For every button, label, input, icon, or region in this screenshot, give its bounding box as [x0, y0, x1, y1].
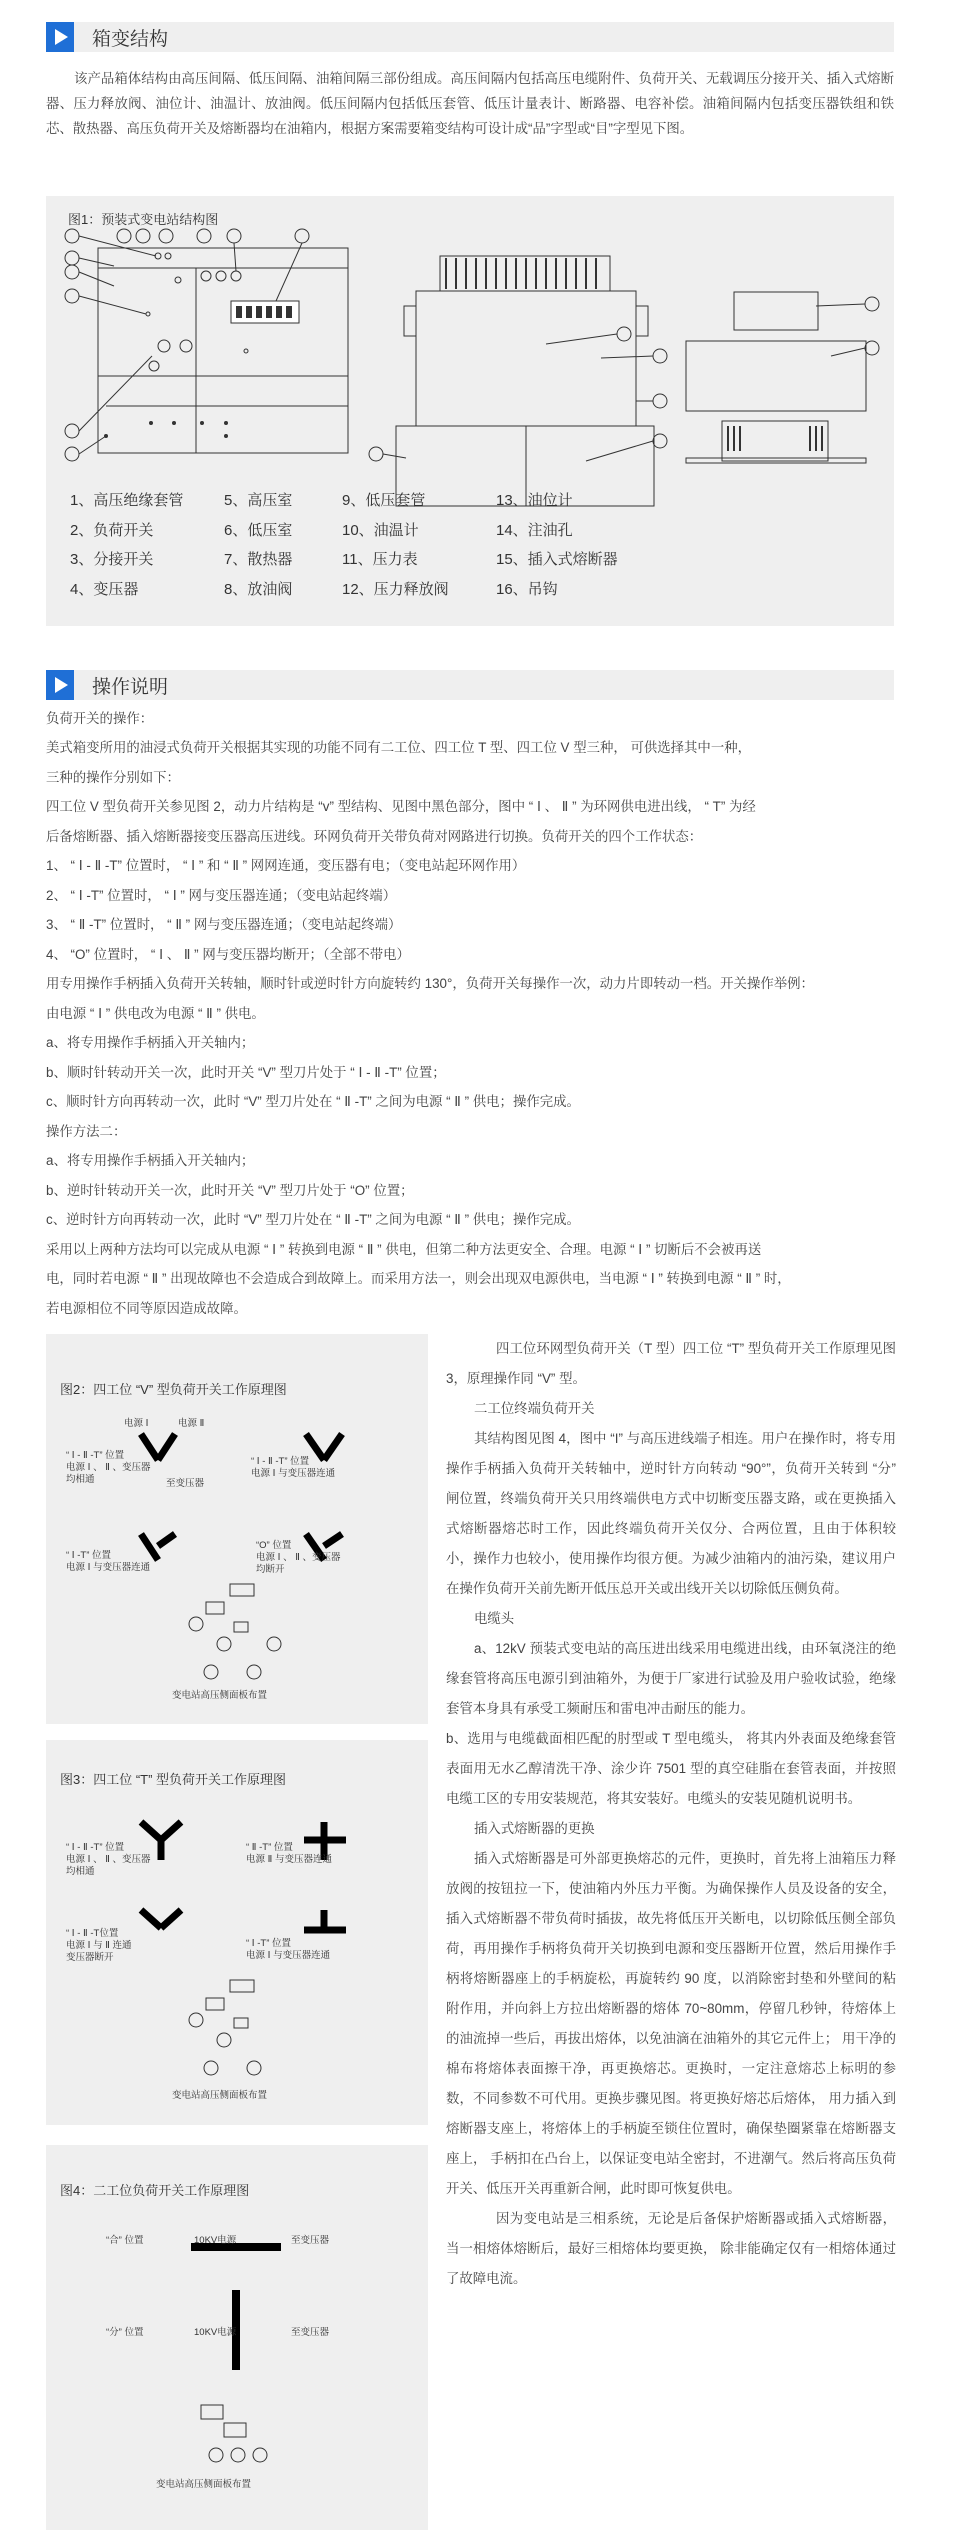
fig4-label: “合” 位置	[106, 2235, 144, 2246]
figure-1-legend	[70, 486, 670, 604]
text-line: 1、 “ Ⅰ - Ⅱ -T” 位置时， “ Ⅰ ” 和 “ Ⅱ ” 网网连通，变压器有电；（变电站起环网作用）	[46, 858, 526, 873]
figure-2-title: 图2：四工位 “V” 型负荷开关工作原理图	[60, 1382, 287, 1397]
fig2-label: 均断开	[256, 1564, 285, 1575]
fig2-label: 电源 Ⅰ 、 Ⅱ 、变压器	[66, 1462, 151, 1473]
legend-item: 7、散热器	[224, 551, 293, 568]
fig4-label: 至变压器	[291, 2327, 330, 2338]
legend-item: 10、油温计	[342, 521, 419, 539]
fig3-label: 均相通	[66, 1866, 95, 1877]
text-line: 4、 “O” 位置时， “ Ⅰ 、 Ⅱ ” 网与变压器均断开；（全部不带电）	[46, 947, 410, 962]
rc-para: b、选用与电缆截面相匹配的肘型或 T 型电缆头， 将其内外表面及绝缘套管表面用无水乙醇清洗干净、涂少许 7501 型的真空硅脂在套管表面，并按照电缆工区的专用安装规范，将其安装好。电缆头的安装见随机说明书。	[446, 1731, 896, 1806]
fig2-label: 电源 Ⅰ	[124, 1418, 149, 1429]
fig3-label: 电源 Ⅰ 与 Ⅱ 连通	[66, 1940, 132, 1951]
figure-1-title: 图1：预装式变电站结构图	[68, 212, 219, 227]
fig2-label: “O” 位置	[256, 1540, 292, 1551]
fig2-label: 电源 Ⅰ 与变压器连通	[251, 1468, 336, 1479]
fig4-label: 10KV电源	[194, 2235, 237, 2246]
fig2-label: “ Ⅰ -T” 位置	[66, 1550, 112, 1561]
legend-item: 2、负荷开关	[70, 521, 154, 539]
figure-3-title: 图3：四工位 “T” 型负荷开关工作原理图	[60, 1772, 287, 1787]
legend-item: 9、低压套管	[342, 492, 426, 509]
fig2-label: “ Ⅰ - Ⅱ -T” 位置	[66, 1450, 125, 1461]
right-column	[446, 1334, 896, 2294]
legend-item: 4、变压器	[70, 580, 139, 598]
legend-item: 13、油位计	[496, 492, 573, 509]
rc-heading: 电缆头	[474, 1611, 515, 1626]
structure-paragraph: 该产品箱体结构由高压间隔、低压间隔、油箱间隔三部份组成。高压间隔内包括高压电缆附件、负荷开关、无载调压分接开关、插入式熔断器、压力释放阀、油位计、油温计、放油阀。低压间隔内包括低压套管、低压计量表计、断路器、电容补偿。油箱间隔内包括变压器铁组和铁芯、散热器、高压负荷开关及熔断器均在油箱内，根据方案需要箱变结构可设计成“品”字型或“目”字型见下图。	[46, 71, 894, 136]
figure-3-drawing	[46, 1740, 428, 2125]
fig2-label: 电源 Ⅰ 与变压器连通	[66, 1562, 151, 1573]
fig4-label: 至变压器	[291, 2235, 330, 2246]
section-title: 操作说明	[92, 676, 169, 698]
fig3-label: 电源 Ⅰ 与变压器连通	[246, 1950, 331, 1961]
section-header-operation	[46, 670, 894, 700]
text-line: 美式箱变所用的油浸式负荷开关根据其实现的功能不同有二工位、四工位 T 型、四工位 V 型三种， 可供选择其中一种，	[46, 740, 751, 755]
play-icon	[46, 670, 74, 700]
figure-4	[46, 2145, 428, 2530]
rc-heading: 二工位终端负荷开关	[474, 1401, 595, 1416]
fig2-label: 均相通	[66, 1474, 95, 1485]
text-line: 若电源相位不同等原因造成故障。	[46, 1301, 247, 1316]
text-line: a、将专用操作手柄插入开关轴内；	[46, 1153, 255, 1168]
rc-para: 因为变电站是三相系统，无论是后备保护熔断器或插入式熔断器，当一相熔体熔断后，最好三相熔体均要更换， 除非能确定仅有一相熔体通过了故障电流。	[446, 2211, 896, 2286]
fig2-label: “ Ⅰ - Ⅱ -T” 位置	[251, 1456, 310, 1467]
rc-para: 四工位环网型负荷开关（T 型）四工位 “T” 型负荷开关工作原理见图 3，原理操作同 “V” 型。	[446, 1341, 896, 1386]
rc-para: 插入式熔断器是可外部更换熔芯的元件，更换时，首先将上油箱压力释放阀的按钮拉一下，使油箱内外压力平衡。为确保操作人员及设备的安全，插入式熔断器不带负荷时插拔，故先将低压开关断电，以切除低压侧全部负荷，再用操作手柄将负荷开关切换到电源和变压器断开位置，然后用操作手柄将熔断器座上的手柄旋松，再旋转约 90 度，以消除密封垫和外壁间的粘附作用，并向斜上方拉出熔断器的熔体 70~80mm，停留几秒钟，待熔体上的油流掉一些后，再拔出熔体，以免油滴在油箱外的其它元件上； 用干净的棉布将熔体表面擦干净，再更换熔芯。更换时，一定注意熔芯上标明的参数，不同参数不可代用。更换步骤见图。将更换好熔芯后熔体， 用力插入到熔断器支座上，将熔体上的手柄旋至锁住位置时，确保垫圈紧靠在熔断器支座上， 手柄扣在凸台上，以保证变电站全密封，不进潮气。然后将高压负荷开关、低压开关再重新合闸，此时即可恢复供电。	[446, 1851, 896, 2196]
fig2-panel-label: 变电站高压侧面板布置	[172, 1690, 268, 1701]
fig4-label: “分” 位置	[106, 2327, 144, 2338]
text-line: 2、 “ Ⅰ -T” 位置时， “ Ⅰ ” 网与变压器连通；（变电站起终端）	[46, 888, 397, 903]
legend-item: 3、分接开关	[70, 551, 154, 568]
fig3-label: “ Ⅱ -T” 位置	[246, 1842, 293, 1853]
text-line: 用专用操作手柄插入负荷开关转轴，顺时针或逆时针方向旋转约 130°，负荷开关每操作一次，动力片即转动一档。开关操作举例：	[46, 976, 814, 991]
fig3-label: “ Ⅰ - Ⅱ -T” 位置	[66, 1842, 125, 1853]
text-line: 采用以上两种方法均可以完成从电源 “ Ⅰ ” 转换到电源 “ Ⅱ ” 供电，但第二种方法更安全、合理。电源 “ Ⅰ ” 切断后不会被再送	[46, 1242, 762, 1257]
fig2-label: 至变压器	[166, 1478, 205, 1489]
legend-item: 11、压力表	[342, 551, 418, 568]
figure-2-drawing	[46, 1334, 428, 1724]
text-line: 四工位 V 型负荷开关参见图 2，动力片结构是 “v” 型结构、见图中黑色部分，图中 “ Ⅰ 、 Ⅱ ” 为环网供电进出线， “ T” 为经	[46, 799, 756, 814]
text-line: b、顺时针转动开关一次，此时开关 “V” 型刀片处于 “ Ⅰ - Ⅱ -T” 位置；	[46, 1065, 446, 1080]
text-line: 操作方法二：	[46, 1124, 127, 1139]
text-line: c、逆时针方向再转动一次，此时 “V” 型刀片处在 “ Ⅱ -T” 之间为电源 “ Ⅱ ” 供电；操作完成。	[46, 1212, 580, 1227]
text-line: 由电源 “ Ⅰ ” 供电改为电源 “ Ⅱ ” 供电。	[46, 1006, 265, 1021]
rc-para: a、12kV 预装式变电站的高压进出线采用电缆进出线，由环氧浇注的绝缘套管将高压电源引到油箱外，为便于厂家进行试验及用户验收试验，绝缘套管本身具有承受工频耐压和雷电冲击耐压的能力。	[446, 1641, 896, 1716]
figure-4-title: 图4：二工位负荷开关工作原理图	[60, 2183, 250, 2198]
legend-item: 8、放油阀	[224, 580, 293, 598]
figure-4-drawing	[46, 2145, 428, 2530]
figure-3	[46, 1740, 428, 2125]
rc-para: 其结构图见图 4，图中 “I” 与高压进线端子相连。用户在操作时，将专用操作手柄插入负荷开关转轴中，逆时针方向转动 “90°”，负荷开关转到 “分” 闸位置，终端负荷开关只用终端供电方式中切断变压器支路，或在更换插入式熔断器熔芯时工作，因此终端负荷开关仅分、合两位置，且由于体积较小，操作力也较小，使用操作均很方便。为减少油箱内的油污染，建议用户在操作负荷开关前先断开低压总开关或出线开关以切除低压侧负荷。	[446, 1431, 896, 1596]
legend-item: 15、插入式熔断器	[496, 551, 618, 568]
fig3-label: “ Ⅰ - Ⅱ -T位置	[66, 1928, 119, 1939]
legend-item: 16、吊钩	[496, 580, 558, 598]
fig2-label: 电源 Ⅰ 、 Ⅱ 、变压器	[256, 1552, 341, 1563]
fig2-label: 电源 Ⅱ	[178, 1418, 205, 1429]
fig4-panel-label: 变电站高压侧面板布置	[156, 2479, 252, 2490]
legend-item: 6、低压室	[224, 521, 293, 539]
play-icon	[46, 22, 74, 52]
fig3-label: “ Ⅰ -T” 位置	[246, 1938, 292, 1949]
legend-item: 5、高压室	[224, 492, 293, 509]
figure-2	[46, 1334, 428, 1724]
fig4-label: 10KV电源	[194, 2327, 237, 2338]
text-line: c、顺时针方向再转动一次，此时 “V” 型刀片处在 “ Ⅱ -T” 之间为电源 “ Ⅱ ” 供电；操作完成。	[46, 1094, 580, 1109]
fig3-label: 变压器断开	[66, 1952, 114, 1963]
legend-item: 14、注油孔	[496, 521, 573, 539]
text-line: b、逆时针转动开关一次，此时开关 “V” 型刀片处于 “O” 位置；	[46, 1183, 414, 1198]
text-line: a、将专用操作手柄插入开关轴内；	[46, 1035, 255, 1050]
text-line: 后备熔断器、插入熔断器接变压器高压进线。环网负荷开关带负荷对网路进行切换。负荷开关的四个工作状态：	[46, 829, 703, 844]
text-line: 3、 “ Ⅱ -T” 位置时， “ Ⅱ ” 网与变压器连通；（变电站起终端）	[46, 917, 402, 932]
text-line: 三种的操作分别如下：	[46, 770, 180, 785]
text-line: 电，同时若电源 “ Ⅱ ” 出现故障也不会造成合到故障上。而采用方法一，则会出现双电源供电，当电源 “ Ⅰ ” 转换到电源 “ Ⅱ ” 时，	[46, 1271, 791, 1286]
fig3-label: 电源 Ⅱ 与变压器连通	[246, 1854, 332, 1865]
text-line: 负荷开关的操作：	[46, 711, 154, 726]
legend-item: 12、压力释放阀	[342, 580, 449, 598]
section-title: 箱变结构	[92, 28, 169, 50]
fig3-label: 电源 Ⅰ 、 Ⅱ 、变压器	[66, 1854, 151, 1865]
figure-1	[46, 196, 894, 626]
section-header-structure	[46, 22, 894, 52]
fig3-panel-label: 变电站高压侧面板布置	[172, 2090, 268, 2101]
rc-heading: 插入式熔断器的更换	[474, 1821, 595, 1836]
legend-item: 1、高压绝缘套管	[70, 492, 184, 509]
